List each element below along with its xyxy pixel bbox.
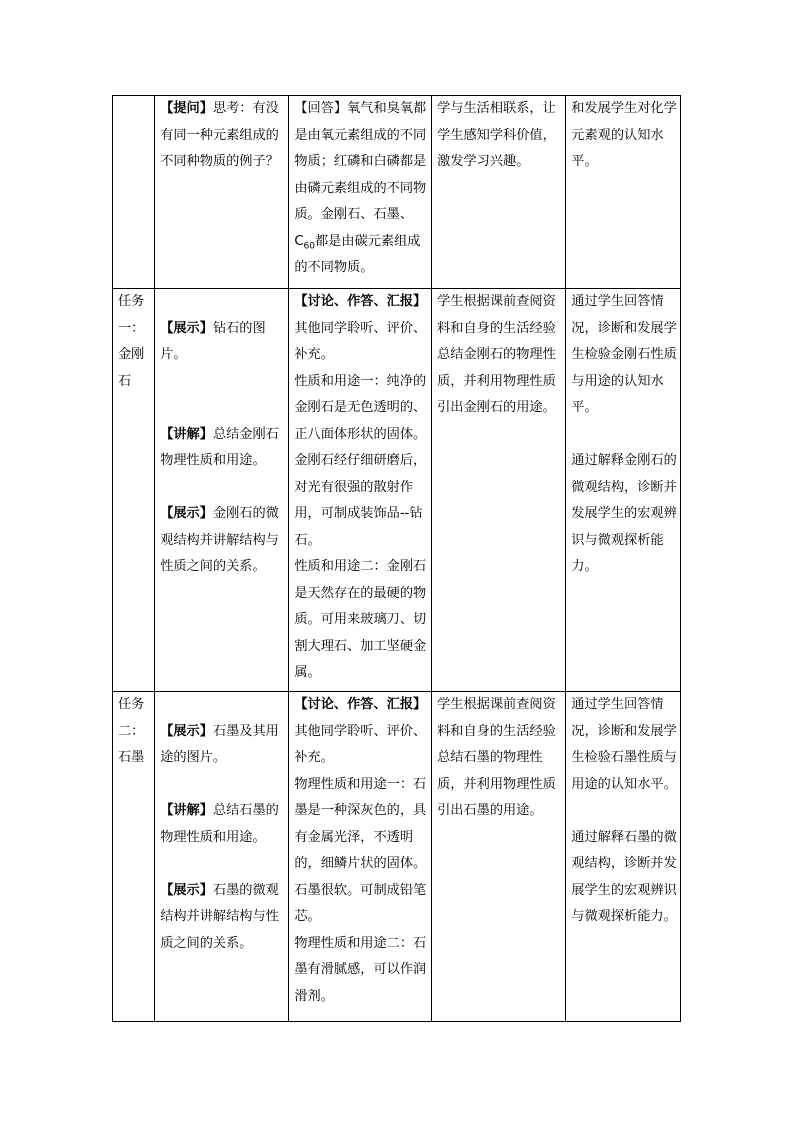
teacher-paragraph: 【提问】思考：有没有同一种元素组成的不同种物质的例子？ bbox=[160, 101, 279, 169]
evaluation-cell bbox=[566, 289, 681, 692]
student-activity-cell bbox=[289, 692, 432, 1022]
student-activity-cell bbox=[289, 96, 432, 289]
teacher-paragraph: 【讲解】总结石墨的物理性质和用途。 bbox=[160, 803, 279, 845]
evaluation-paragraph: 通过解释金刚石的微观结构，诊断并发展学生的宏观辨识与微观探析能力。 bbox=[571, 453, 677, 574]
evaluation-cell bbox=[566, 692, 681, 1022]
teacher-paragraph: 【讲解】总结金刚石物理性质和用途。 bbox=[160, 426, 279, 468]
design-intent-cell bbox=[432, 96, 566, 289]
student-paragraph: 性质和用途二：金刚石是天然存在的最硬的物质。可用来玻璃刀、切割大理石、加工坚硬金属。 bbox=[294, 559, 427, 680]
table-row bbox=[113, 289, 681, 692]
table-row bbox=[113, 96, 681, 289]
teacher-activity-cell bbox=[155, 692, 289, 1022]
teacher-activity-cell bbox=[155, 289, 289, 692]
evaluation-cell bbox=[566, 96, 681, 289]
student-paragraph: 物理性质和用途一：石墨是一种深灰色的，具有金属光泽，不透明的，细鳞片状的固体。石墨很软。可制成铅笔芯。 bbox=[294, 776, 427, 924]
evaluation-paragraph: 通过学生回答情况，诊断和发展学生检验石墨性质与用途的认知水平。 bbox=[571, 697, 677, 792]
teacher-activity-cell bbox=[155, 96, 289, 289]
student-paragraph: 【讨论、作答、汇报】其他同学聆听、评价、补充。 bbox=[294, 697, 427, 765]
intent-paragraph: 学生根据课前查阅资料和自身的生活经验总结金刚石的物理性质，并利用物理性质引出金刚石的用途。 bbox=[437, 294, 556, 415]
lesson-plan-table bbox=[112, 95, 681, 1022]
student-paragraph: 【回答】氧气和臭氧都是由氧元素组成的不同物质；红磷和白磷都是由磷元素组成的不同物质。金刚石、石墨、$C_{60}$都是由碳元素组成的不同物质。 bbox=[294, 101, 427, 275]
stage-cell: 任务一：金刚石 bbox=[113, 289, 155, 692]
student-paragraph: 物理性质和用途二：石墨有滑腻感，可以作润滑剂。 bbox=[294, 935, 427, 1004]
table-row bbox=[113, 692, 681, 1022]
intent-paragraph: 学与生活相联系，让学生感知学科价值，激发学习兴趣。 bbox=[437, 101, 556, 169]
stage-cell: 任务二：石墨 bbox=[113, 692, 155, 1022]
teacher-paragraph: 【展示】金刚石的微观结构并讲解结构与性质之间的关系。 bbox=[160, 506, 279, 574]
teacher-paragraph: 【展示】钻石的图片。 bbox=[160, 320, 266, 362]
teacher-paragraph: 【展示】石墨及其用途的图片。 bbox=[160, 723, 279, 765]
evaluation-paragraph: 通过学生回答情况，诊断和发展学生检验金刚石性质与用途的认知水平。 bbox=[571, 294, 677, 415]
student-activity-cell bbox=[289, 289, 432, 692]
student-paragraph: 【讨论、作答、汇报】其他同学聆听、评价、补充。 bbox=[294, 294, 427, 362]
student-paragraph: 性质和用途一：纯净的金刚石是无色透明的、正八面体形状的固体。金刚石经仔细研磨后，对光有很强的散射作用，可制成装饰品--钻石。 bbox=[294, 373, 427, 548]
intent-paragraph: 学生根据课前查阅资料和自身的生活经验总结石墨的物理性质，并利用物理性质引出石墨的用途。 bbox=[437, 697, 556, 818]
design-intent-cell bbox=[432, 692, 566, 1022]
teacher-paragraph: 【展示】石墨的微观结构并讲解结构与性质之间的关系。 bbox=[160, 882, 279, 951]
evaluation-paragraph: 和发展学生对化学元素观的认知水平。 bbox=[571, 101, 677, 169]
design-intent-cell bbox=[432, 289, 566, 692]
stage-cell bbox=[113, 96, 155, 289]
evaluation-paragraph: 通过解释石墨的微观结构，诊断并发展学生的宏观辨识与微观探析能力。 bbox=[571, 829, 677, 924]
